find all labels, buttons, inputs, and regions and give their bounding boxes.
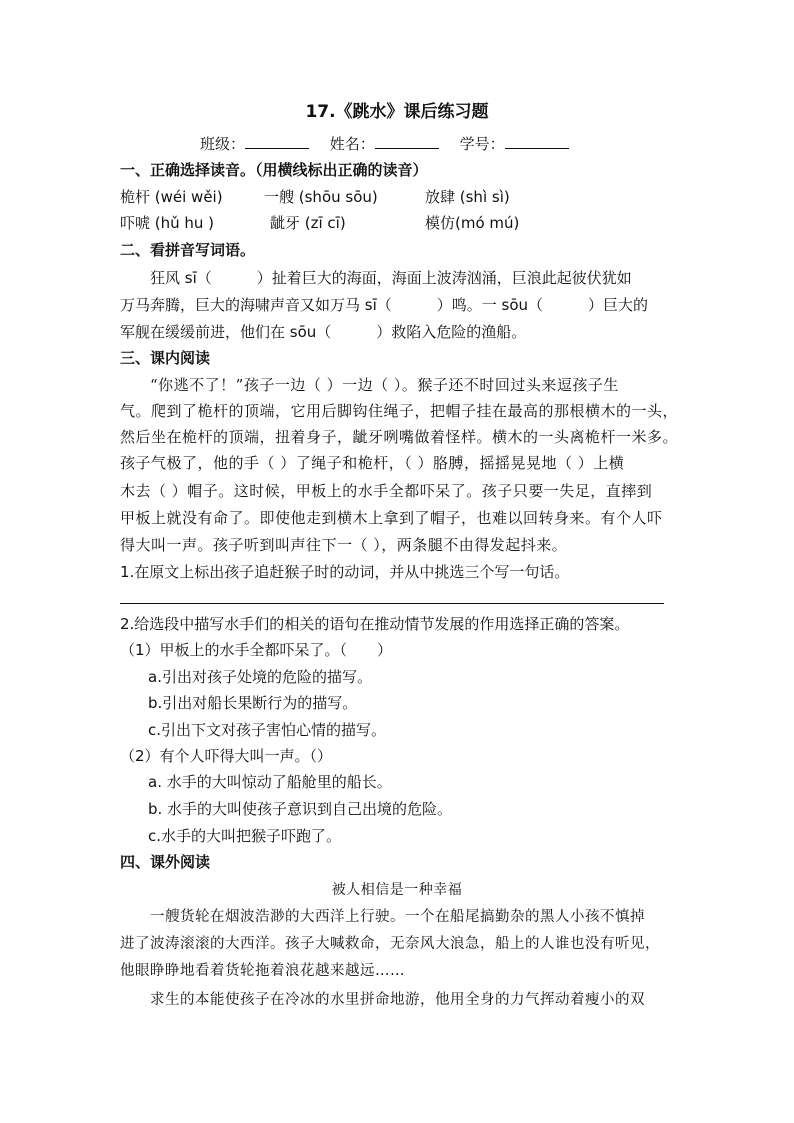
- answer-line[interactable]: [120, 603, 664, 604]
- section2-line: 万马奔腾，巨大的海啸声音又如万马 sī（ ）鸣。一 sōu（ ）巨大的: [120, 296, 649, 314]
- passage-line: 得大叫一声。孩子听到叫声往下一（ ），两条腿不由得发起抖来。: [120, 536, 568, 554]
- option-item: c.引出下文对孩子害怕心情的描写。: [148, 721, 387, 739]
- passage-line: 孩子气极了，他的手（ ）了绳子和桅杆，（ ）胳膊，摇摇晃晃地（ ）上横: [120, 454, 625, 472]
- section2-line: 狂风 sī（ ）扯着巨大的海面，海面上波涛汹涌，巨浪此起彼伏犹如: [150, 269, 632, 287]
- story-line: 一艘货轮在烟波浩渺的大西洋上行驶。一个在船尾搞勤杂的黑人小孩不慎掉: [150, 909, 645, 925]
- story-title: 被人相信是一种幸福: [331, 882, 463, 898]
- student-info-row: [200, 134, 585, 154]
- id-label: 学号：: [459, 135, 505, 153]
- class-label: 班级：: [200, 135, 246, 153]
- option-item: a. 水手的大叫惊动了船舱里的船长。: [148, 773, 392, 791]
- story-line: 进了波涛滚滚的大西洋。孩子大喊救命，无奈风大浪急，船上的人谁也没有听见，: [120, 936, 660, 952]
- story-line: 他眼睁睁地看着货轮拖着浪花越来越远……: [120, 963, 405, 979]
- story-line: 求生的本能使孩子在冷冰的水里拼命地游，他用全身的力气挥动着瘦小的双: [150, 992, 645, 1008]
- pinyin-item: 一艘 (shōu sōu): [264, 188, 378, 206]
- id-blank[interactable]: [505, 134, 569, 149]
- question-2-2: （2）有个人吓得大叫一声。（）: [120, 747, 333, 765]
- question-2: 2.给选段中描写水手们的相关的语句在推动情节发展的作用选择正确的答案。: [120, 615, 630, 633]
- question-1: 1.在原文上标出孩子追赶猴子时的动词，并从中挑选三个写一句话。: [120, 563, 570, 581]
- passage-line: 甲板上就没有命了。即使他走到横木上拿到了帽子，也难以回转身来。有个人吓: [120, 509, 663, 527]
- name-label: 姓名：: [329, 135, 375, 153]
- section4-heading: 四、课外阅读: [120, 853, 211, 871]
- section2-line: 军舰在缓缓前进，他们在 sōu（ ）救陷入危险的渔船。: [120, 323, 527, 341]
- name-blank[interactable]: [375, 134, 439, 149]
- section3-heading: 三、课内阅读: [120, 349, 211, 367]
- option-item: b.引出对船长果断行为的描写。: [148, 694, 358, 712]
- pinyin-item: 放肆 (shì sì): [425, 188, 510, 206]
- section2-heading: 二、看拼音写词语。: [120, 241, 256, 259]
- pinyin-item: 吓唬 (hǔ hu ): [120, 214, 215, 232]
- passage-line: 气。爬到了桅杆的顶端，它用后脚钩住绳子，把帽子挂在最高的那根横木的一头，: [120, 402, 679, 420]
- passage-line: “你逃不了！”孩子一边（ ）一边（ ）。猴子还不时回过头来逗孩子生: [150, 376, 619, 394]
- class-blank[interactable]: [245, 134, 309, 149]
- question-2-1: （1）甲板上的水手全都吓呆了。（ ）: [120, 641, 393, 659]
- pinyin-item: 桅杆 (wéi wěi): [120, 188, 223, 206]
- option-item: c.水手的大叫把猴子吓跑了。: [148, 827, 342, 845]
- passage-line: 木去（ ）帽子。这时候，甲板上的水手全都吓呆了。孩子只要一失足，直摔到: [120, 482, 653, 500]
- option-item: a.引出对孩子处境的危险的描写。: [148, 668, 372, 686]
- section1-heading: 一、正确选择读音。（用横线标出正确的读音）: [120, 161, 428, 179]
- page-title: 17.《跳水》课后练习题: [305, 102, 489, 122]
- pinyin-item: 模仿(mó mú): [425, 214, 520, 232]
- pinyin-item: 龇牙 (zī cī): [270, 214, 346, 232]
- passage-line: 然后坐在桅杆的顶端，扭着身子，龇牙咧嘴做着怪样。横木的一头离桅杆一米多。: [120, 428, 679, 446]
- option-item: b. 水手的大叫使孩子意识到自己出境的危险。: [148, 800, 453, 818]
